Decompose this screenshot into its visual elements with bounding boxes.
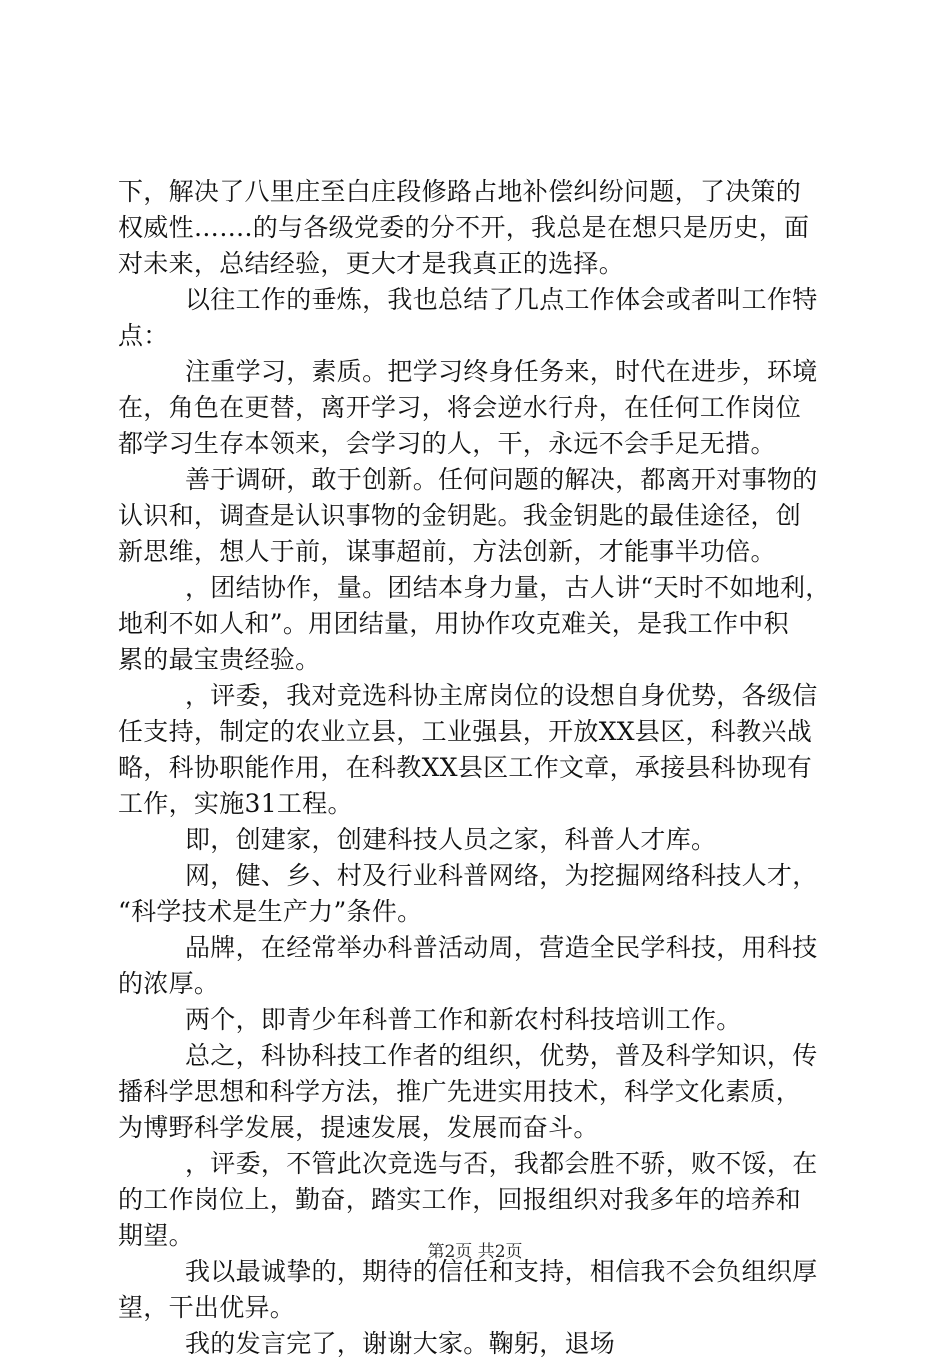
text-line: ，评委，我对竞选科协主席岗位的设想自身优势，各级信	[185, 681, 818, 710]
text-line: 注重学习，素质。把学习终身任务来，时代在进步，环境	[185, 357, 818, 386]
text-line: 的工作岗位上，勤奋，踏实工作，回报组织对我多年的培养和	[118, 1185, 802, 1214]
text-line: 品牌，在经常举办科普活动周，营造全民学科技，用科技	[185, 933, 818, 962]
text-line: 下，解决了八里庄至白庄段修路占地补偿纠纷问题，了决策的	[118, 177, 802, 206]
text-line: 善于调研，敢于创新。任何问题的解决，都离开对事物的	[185, 465, 818, 494]
text-line: 任支持，制定的农业立县，工业强县，开放XX县区，科教兴战	[118, 717, 812, 746]
text-line: 期望。	[118, 1221, 194, 1250]
text-line: 点：	[118, 321, 169, 350]
text-line: 略，科协职能作用，在科教XX县区工作文章，承接县科协现有	[118, 753, 812, 782]
text-line: 的浓厚。	[118, 969, 220, 998]
text-line: “科学技术是生产力”条件。	[118, 897, 423, 926]
text-line: 网，健、乡、村及行业科普网络，为挖掘网络科技人才，	[185, 861, 818, 890]
text-line: 对未来，总结经验，更大才是我真正的选择。	[118, 249, 625, 278]
text-line: 为博野科学发展，提速发展，发展而奋斗。	[118, 1113, 599, 1142]
page-number-footer: 第2页 共2页	[427, 1242, 523, 1262]
text-line: 即，创建家，创建科技人员之家，科普人才库。	[185, 825, 717, 854]
document-body	[118, 174, 838, 1362]
text-line: 我以最诚挚的，期待的信任和支持，相信我不会负组织厚	[185, 1257, 818, 1286]
text-line: 权威性…….的与各级党委的分不开，我总是在想只是历史，面	[118, 213, 810, 242]
text-line: 累的最宝贵经验。	[118, 645, 321, 674]
text-line: 两个，即青少年科普工作和新农村科技培训工作。	[185, 1005, 742, 1034]
text-line: 认识和，调查是认识事物的金钥匙。我金钥匙的最佳途径，创	[118, 501, 802, 530]
text-line: 我的发言完了，谢谢大家。鞠躬，退场	[185, 1329, 616, 1358]
text-line: 在，角色在更替，离开学习，将会逆水行舟，在任何工作岗位	[118, 393, 802, 422]
text-line: ，评委，不管此次竞选与否，我都会胜不骄，败不馁，在	[185, 1149, 818, 1178]
text-line: 望，干出优异。	[118, 1293, 296, 1322]
text-line: 都学习生存本领来，会学习的人，干，永远不会手足无措。	[118, 429, 776, 458]
text-line: 播科学思想和科学方法，推广先进实用技术，科学文化素质，	[118, 1077, 802, 1106]
text-line: 工作，实施31工程。	[118, 789, 353, 818]
text-line: 地利不如人和”。用团结量，用协作攻克难关，是我工作中积	[118, 609, 789, 638]
text-line: ，团结协作，量。团结本身力量，古人讲“天时不如地利，	[185, 573, 831, 602]
text-line: 总之，科协科技工作者的组织，优势，普及科学知识，传	[185, 1041, 818, 1070]
text-line: 新思维，想人于前，谋事超前，方法创新，才能事半功倍。	[118, 537, 776, 566]
text-line: 以往工作的垂炼，我也总结了几点工作体会或者叫工作特	[185, 285, 818, 314]
